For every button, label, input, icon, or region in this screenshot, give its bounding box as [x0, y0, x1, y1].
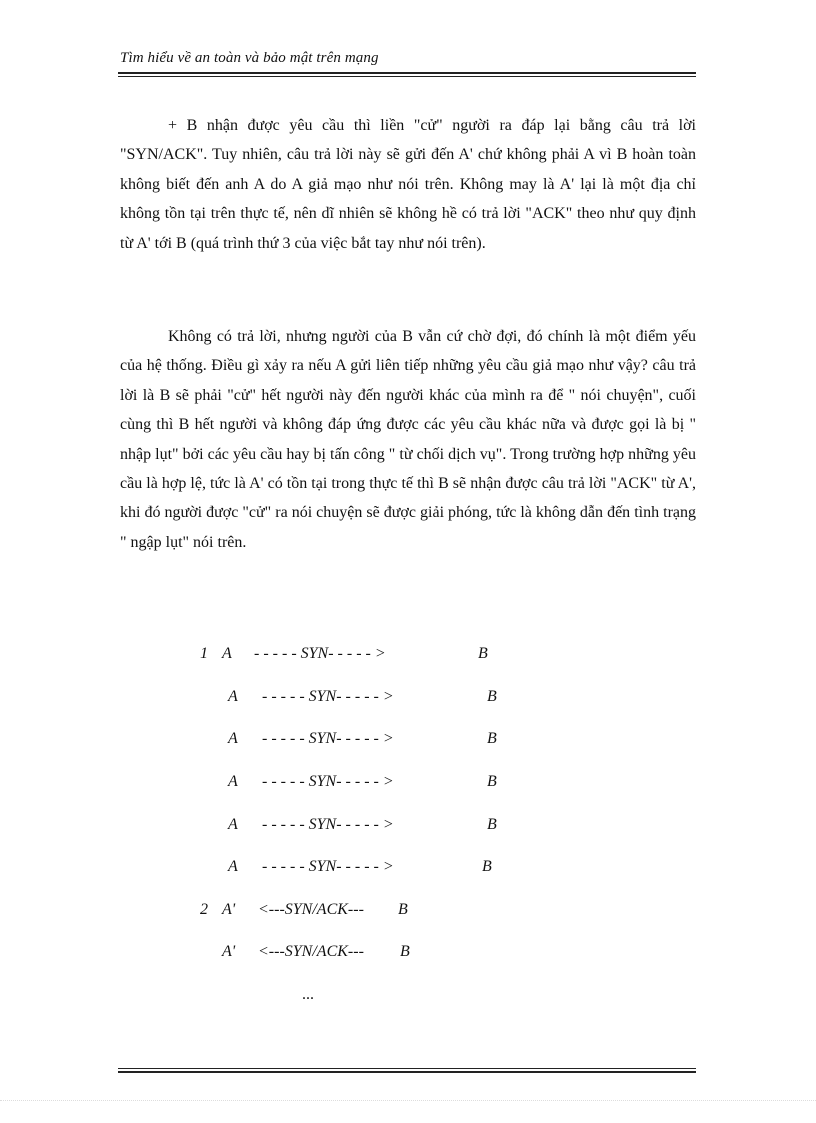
step-number: 2 — [200, 901, 208, 918]
ellipsis: ... — [302, 986, 314, 1003]
syn-ack-arrow: <---SYN/ACK--- — [258, 943, 364, 960]
receiver-label: B — [400, 943, 410, 960]
sender-label: A — [228, 730, 238, 747]
syn-arrow: - - - - - SYN- - - - - > — [262, 816, 394, 833]
receiver-label: B — [487, 816, 497, 833]
sender-label: A — [228, 688, 238, 705]
receiver-label: B — [398, 901, 408, 918]
sender-label: A — [228, 773, 238, 790]
paragraph-syn-flood: Không có trả lời, nhưng người của B vẫn cứ chờ đợi, đó chính là một điểm yếu của hệ thống. Điều gì xảy ra nếu A gửi liên tiếp những yêu cầu giả mạo như vậy? câu trả lời là B sẽ phải "cử" hết người này đến người khác của mình ra để " nói chuyện", cuối cùng thì B hết người và không đáp ứng được các yêu cầu khác nữa và được gọi là bị " nhập lụt" bởi các yêu cầu hay bị tấn công " từ chối dịch vụ". Trong trường hợp những yêu cầu là hợp lệ, tức là A' có tồn tại trong thực tế thì B sẽ nhận được câu trả lời "ACK" từ A', khi đó người được "cử" ra nói chuyện sẽ được giải phóng, tức là không dẫn đến tình trạng " ngập lụt" nói trên. — [120, 328, 696, 551]
sender-label: A — [228, 816, 238, 833]
receiver-label: B — [487, 773, 497, 790]
spoofed-sender-label: A' — [222, 901, 236, 918]
receiver-label: B — [482, 858, 492, 875]
syn-arrow: - - - - - SYN- - - - - > — [254, 645, 386, 662]
syn-arrow: - - - - - SYN- - - - - > — [262, 858, 394, 875]
receiver-label: B — [487, 688, 497, 705]
spoofed-sender-label: A' — [222, 943, 236, 960]
syn-arrow: - - - - - SYN- - - - - > — [262, 773, 394, 790]
syn-arrow: - - - - - SYN- - - - - > — [262, 688, 394, 705]
syn-arrow: - - - - - SYN- - - - - > — [262, 730, 394, 747]
sender-label: A — [222, 645, 232, 662]
paragraph-syn-ack: + B nhận được yêu cầu thì liền "cử" người ra đáp lại bằng câu trả lời "SYN/ACK". Tuy nhiên, câu trả lời này sẽ gửi đến A' chứ không phải A vì B hoàn toàn không biết đến anh A do A giả mạo như nói trên. Không may là A' lại là một địa chỉ không tồn tại trên thực tế, nên dĩ nhiên sẽ không hề có trả lời "ACK" theo như quy định từ A' tới B (quá trình thứ 3 của việc bắt tay như nói trên). — [120, 117, 696, 252]
receiver-label: B — [478, 645, 488, 662]
syn-ack-arrow: <---SYN/ACK--- — [258, 901, 364, 918]
footer-rule — [118, 1071, 696, 1073]
header-title: Tìm hiểu về an toàn và bảo mật trên mạng — [120, 50, 379, 66]
step-number: 1 — [200, 645, 208, 662]
receiver-label: B — [487, 730, 497, 747]
sender-label: A — [228, 858, 238, 875]
page-edge — [0, 1100, 816, 1101]
footer-rule-thin — [118, 1068, 696, 1069]
